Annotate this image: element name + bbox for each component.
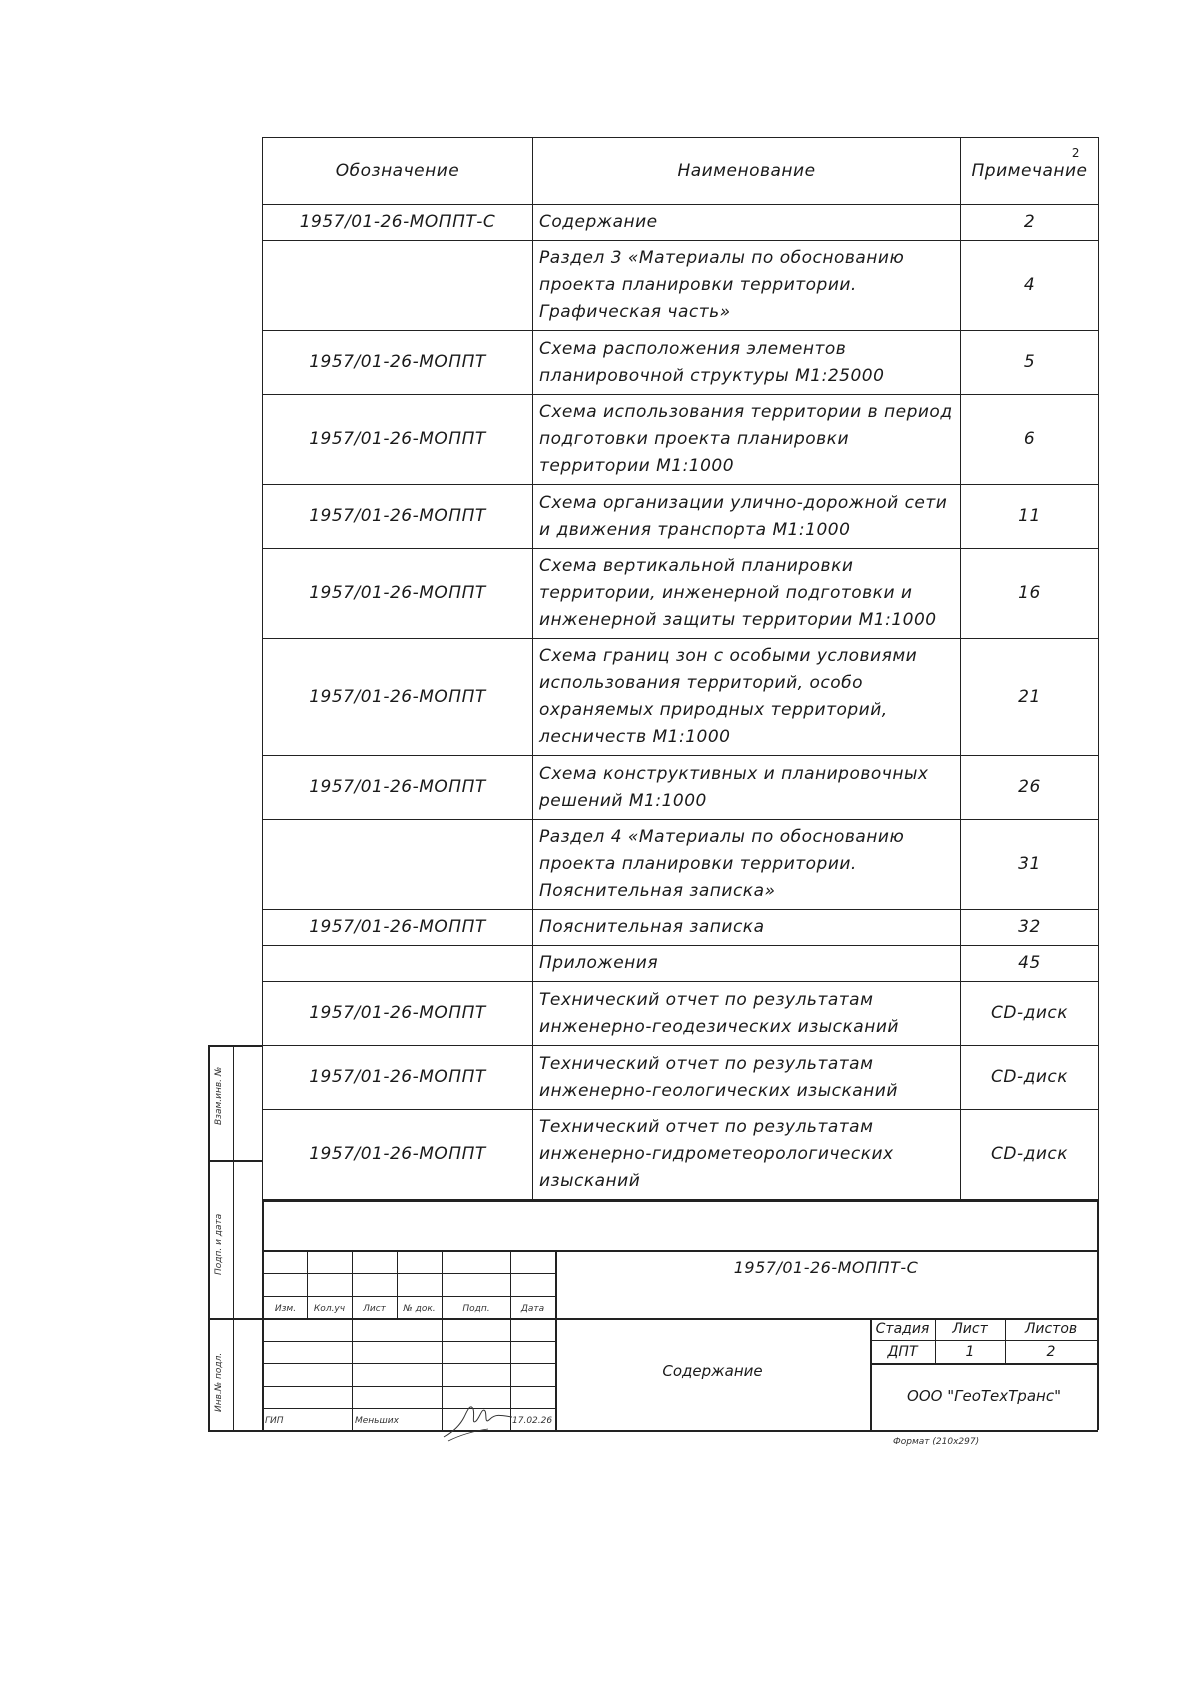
table-row [263, 485, 1099, 549]
sheet-label: Лист [952, 1321, 988, 1337]
sheets-value: 2 [1046, 1344, 1056, 1360]
row-name: Схема организации улично-дорожной сети и движения транспорта М1:1000 [533, 485, 961, 549]
row-note: 31 [961, 820, 1099, 910]
row-name: Схема использования территории в период подготовки проекта планировки территории М1:1000 [533, 395, 961, 485]
row-name: Технический отчет по результатам инженерно-геодезических изысканий [533, 982, 961, 1046]
row-note: 11 [961, 485, 1099, 549]
sheet-value: 1 [965, 1344, 975, 1360]
row-note: CD-диск [961, 1046, 1099, 1110]
table-row [263, 1110, 1099, 1200]
doc-title: Содержание [662, 1362, 763, 1380]
row-note: 4 [961, 241, 1099, 331]
row-name: Схема конструктивных и планировочных решений М1:1000 [533, 756, 961, 820]
col-kolich: Кол.уч [313, 1304, 346, 1314]
col-podp: Подп. [462, 1304, 490, 1314]
row-designation: 1957/01-26-МОППТ [263, 910, 533, 946]
table-header-row [263, 138, 1099, 205]
header-designation: Обозначение [263, 138, 533, 205]
row-designation: 1957/01-26-МОППТ [263, 395, 533, 485]
header-name: Наименование [533, 138, 961, 205]
row-designation: 1957/01-26-МОППТ [263, 756, 533, 820]
contents-table [262, 137, 1099, 1200]
row-name: Содержание [533, 205, 961, 241]
table-row [263, 910, 1099, 946]
row-name: Раздел 3 «Материалы по обоснованию проекта планировки территории. Графическая часть» [533, 241, 961, 331]
col-ndok: № док. [403, 1304, 436, 1314]
table-row [263, 331, 1099, 395]
sheets-label: Листов [1024, 1321, 1078, 1337]
format-note: Формат (210x297) [893, 1437, 980, 1447]
role-gip: ГИП [265, 1416, 284, 1426]
row-designation: 1957/01-26-МОППТ [263, 982, 533, 1046]
stage-label: Стадия [875, 1321, 930, 1337]
row-designation [263, 946, 533, 982]
sign-date: 17.02.26 [512, 1416, 553, 1426]
row-designation: 1957/01-26-МОППТ [263, 485, 533, 549]
table-row [263, 205, 1099, 241]
row-designation: 1957/01-26-МОППТ [263, 331, 533, 395]
side-label-inv: Инв.№ подл. [214, 1352, 224, 1412]
row-name: Раздел 4 «Материалы по обоснованию проекта планировки территории. Пояснительная записка» [533, 820, 961, 910]
col-data: Дата [520, 1304, 545, 1314]
row-note: 26 [961, 756, 1099, 820]
table-row [263, 549, 1099, 639]
row-designation: 1957/01-26-МОППТ [263, 1046, 533, 1110]
table-row [263, 946, 1099, 982]
company-name: ООО "ГеоТехТранс" [907, 1387, 1061, 1405]
row-designation: 1957/01-26-МОППТ [263, 639, 533, 756]
table-row [263, 982, 1099, 1046]
row-note: 45 [961, 946, 1099, 982]
row-name: Схема границ зон с особыми условиями использования территорий, особо охраняемых природных территорий, лесничеств М1:1000 [533, 639, 961, 756]
row-name: Технический отчет по результатам инженерно-геологических изысканий [533, 1046, 961, 1110]
row-name: Пояснительная записка [533, 910, 961, 946]
table-body [263, 205, 1099, 1200]
row-note: 6 [961, 395, 1099, 485]
row-name: Технический отчет по результатам инженерно-гидрометеорологических изысканий [533, 1110, 961, 1200]
table-row [263, 395, 1099, 485]
table-row [263, 756, 1099, 820]
row-designation: 1957/01-26-МОППТ-С [263, 205, 533, 241]
row-name: Схема вертикальной планировки территории, инженерной подготовки и инженерной защиты территории М1:1000 [533, 549, 961, 639]
row-note: 21 [961, 639, 1099, 756]
row-designation [263, 820, 533, 910]
col-izm: Изм. [274, 1304, 297, 1314]
row-designation: 1957/01-26-МОППТ [263, 1110, 533, 1200]
doc-code: 1957/01-26-МОППТ-С [733, 1258, 919, 1277]
page-number: 2 [1071, 146, 1080, 160]
table-row [263, 820, 1099, 910]
table-row [263, 1046, 1099, 1110]
row-note: 5 [961, 331, 1099, 395]
signature-image [440, 1395, 515, 1445]
table-row [263, 639, 1099, 756]
table-row [263, 241, 1099, 331]
row-note: 32 [961, 910, 1099, 946]
side-label-vzam: Взам.инв. № [214, 1066, 224, 1125]
header-note: 2 Примечание [961, 138, 1099, 205]
row-note: CD-диск [961, 1110, 1099, 1200]
stage-value: ДПТ [887, 1344, 918, 1360]
row-designation [263, 241, 533, 331]
row-name: Приложения [533, 946, 961, 982]
row-name: Схема расположения элементов планировочной структуры М1:25000 [533, 331, 961, 395]
side-label-podp: Подп. и дата [214, 1213, 224, 1275]
row-designation: 1957/01-26-МОППТ [263, 549, 533, 639]
row-note: CD-диск [961, 982, 1099, 1046]
person-name: Меньших [355, 1416, 399, 1426]
row-note: 16 [961, 549, 1099, 639]
row-note: 2 [961, 205, 1099, 241]
col-list: Лист [363, 1304, 386, 1314]
